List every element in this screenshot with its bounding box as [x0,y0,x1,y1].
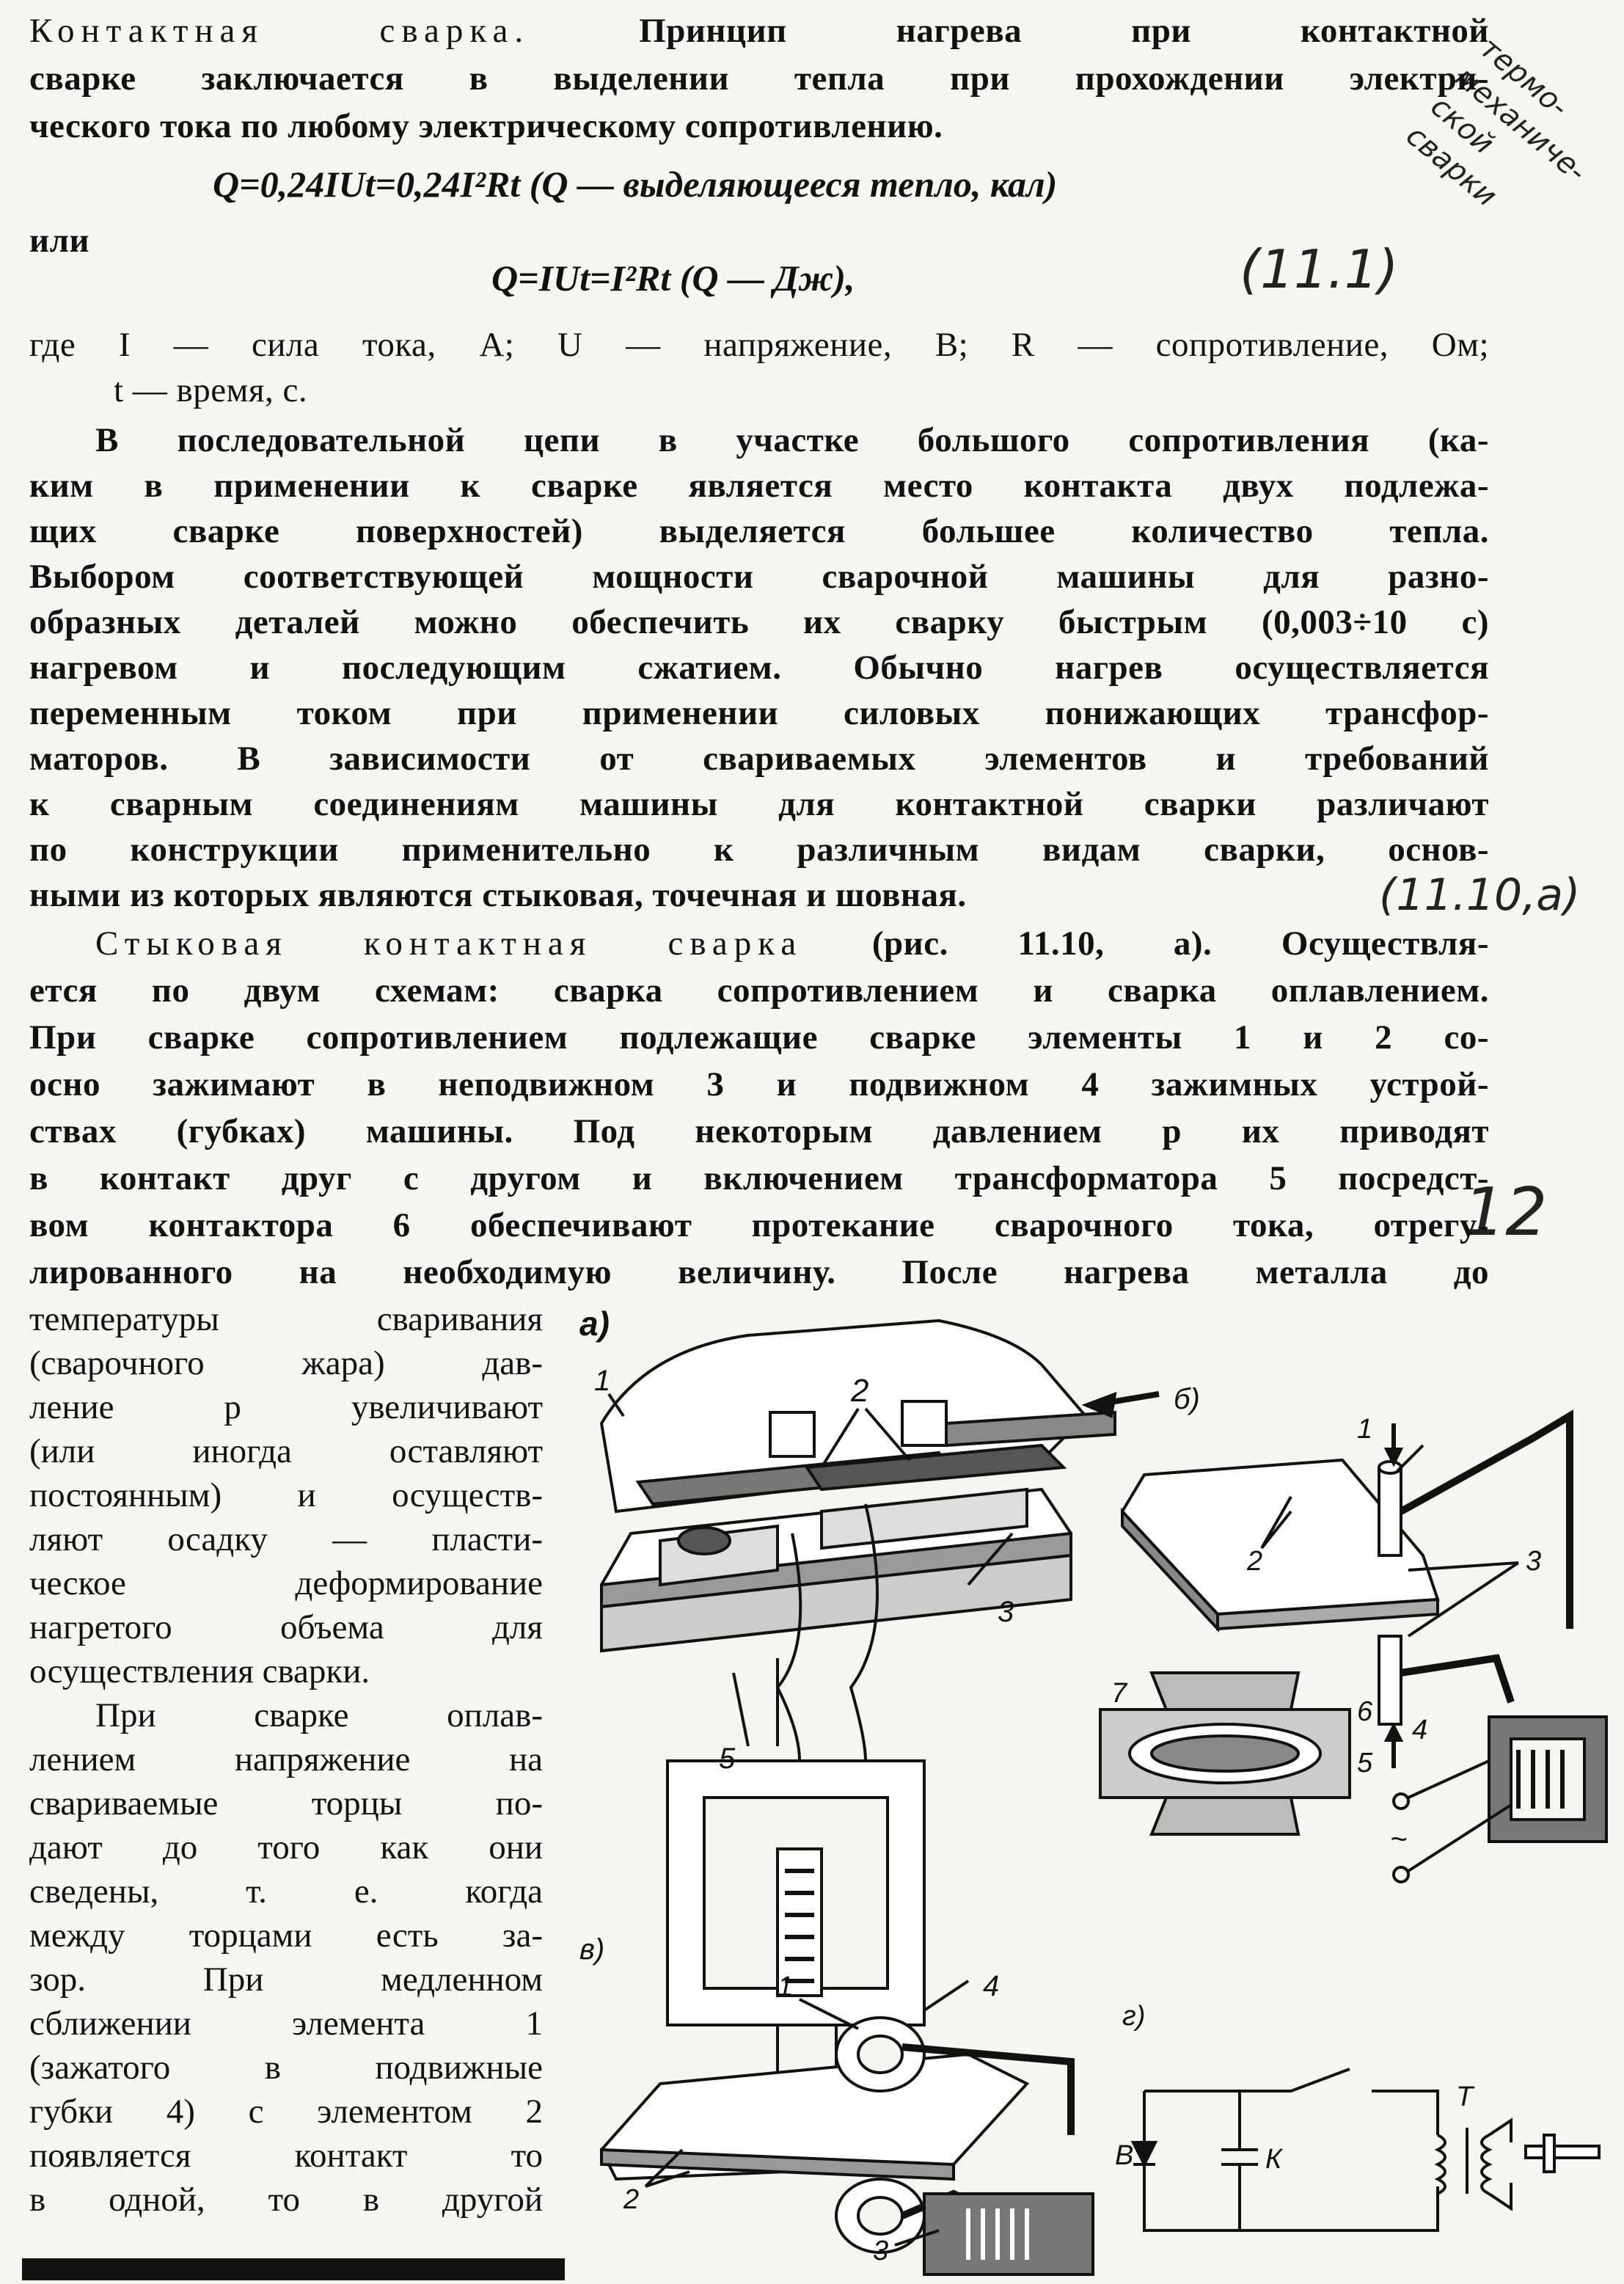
text-line: образных деталей можно обеспечить их сварку быстрым (0,003÷10 с) [29,603,1489,641]
handwritten-margin-note: термо-механиче-ской сварки [1400,31,1593,214]
label-g-B: В [1115,2140,1134,2171]
text-line: ствах (губках) машины. Под некоторым давлением p их приводят [29,1112,1489,1150]
panel-b-label: б) [1174,1383,1200,1415]
text-line: маторов. В зависимости от свариваемых элементов и требований [29,740,1489,778]
panel-v-label: в) [579,1933,605,1966]
text-line: свариваемые торцы по- [29,1784,543,1823]
welding-figure [557,1291,1624,2282]
text-line: ляют осадку — пласти- [29,1520,543,1558]
label-b-5: 5 [1357,1748,1373,1778]
text-line: к сварным соединениям машины для контактной сварки различают [29,785,1489,823]
text-line: сведены, т. е. когда [29,1872,543,1911]
text-line: ческого тока по любому электрическому сопротивлению. [29,107,943,145]
label-v-1: 1 [778,1971,794,2002]
text-line: (сварочного жара) дав- [29,1344,543,1382]
label-b-6: 6 [1357,1696,1373,1727]
formula-1: Q=0,24IUt=0,24I²Rt (Q — выделяющееся тепло, кал) [213,164,1058,205]
subsection-heading-tail: (рис. 11.10, а). Осуществля- [871,924,1489,963]
panel-a-label: а) [579,1305,610,1343]
text-line: вом контактора 6 обеспечивают протекание сварочного тока, отрегу- [29,1206,1489,1244]
text-line: лированного на необходимую величину. После нагрева металла до [29,1253,1489,1291]
label-g-K: К [1265,2144,1282,2175]
text-line: температуры сваривания [29,1300,543,1338]
label-a-5: 5 [719,1743,736,1775]
panel-a-drawing [601,1321,1159,2091]
label-b-2: 2 [1247,1546,1263,1577]
panel-g-circuit [1133,2069,1599,2230]
label-v-2: 2 [623,2184,640,2215]
panel-g-label: г) [1122,2001,1146,2032]
text-line: зор. При медленном [29,1960,543,1999]
text-line: (или иногда оставляют [29,1432,543,1470]
ac-symbol-b: ~ [1390,1823,1408,1856]
section-heading: Контактная сварка. [29,12,530,50]
text-line [95,922,1489,966]
text-line: ление p увеличивают [29,1388,543,1426]
text-line: в контакт друг с другом и включением трансформатора 5 посредст- [29,1159,1489,1197]
label-a-2: 2 [851,1373,869,1409]
panel-v-drawing [601,1999,1093,2274]
label-g-T: Т [1456,2081,1474,2112]
text-line: где I — сила тока, А; U — напряжение, В; R — сопротивление, Ом; [29,326,1489,364]
label-b-4: 4 [1412,1715,1428,1745]
label-a-3: 3 [998,1596,1014,1628]
text-line: Выбором соответствующей мощности сварочной машины для разно- [29,558,1489,596]
text-line: ными из которых являются стыковая, точечная и шовная. [29,876,967,914]
label-b-7: 7 [1111,1678,1127,1709]
text-line: постоянным) и осуществ- [29,1476,543,1514]
text-line: ким в применении к сварке является место контакта двух подлежа- [29,467,1489,505]
text-line: ется по двум схемам: сварка сопротивлением и сварка оплавлением. [29,971,1489,1010]
label-b-3: 3 [1526,1546,1542,1577]
scan-edge-bar [22,2258,565,2280]
text-line: губки 4) с элементом 2 [29,2093,543,2131]
label-a-4: 4 [983,1970,1000,2002]
text-line: осуществления сварки. [29,1652,370,1690]
text-line: ческое деформирование [29,1564,543,1602]
label-v-3: 3 [873,2236,889,2266]
handwritten-page-number: 12 [1463,1174,1548,1251]
text-line: При сварке сопротивлением подлежащие сварке элементы 1 и 2 со- [29,1018,1489,1057]
text-line: нагретого объема для [29,1608,543,1646]
heading-tail: Принцип нагрева при контактной [639,12,1489,50]
text-line: дают до того как они [29,1828,543,1867]
subsection-heading: Стыковая контактная сварка [95,924,803,963]
formula-2: Q=IUt=I²Rt (Q — Дж), [491,258,855,299]
text-line [29,9,1489,53]
text-line: в одной, то в другой [29,2181,543,2219]
label-a-1: 1 [594,1365,611,1397]
text-line: переменным током при применении силовых понижающих трансфор- [29,694,1489,732]
text-line: осно зажимают в неподвижном 3 и подвижном 4 зажимных устрой- [29,1065,1489,1103]
label-b-1: 1 [1357,1414,1373,1445]
text-line: сварке заключается в выделении тепла при прохождении электри- [29,59,1489,98]
text-line: t — время, с. [114,371,308,409]
text-line: нагревом и последующим сжатием. Обычно нагрев осуществляется [29,649,1489,687]
left-column-text [29,1297,543,2222]
text-line: сближении элемента 1 [29,2004,543,2043]
text-line: появляется контакт то [29,2137,543,2175]
handwritten-equation-ref-2: (11.10,а) [1379,869,1581,921]
text-line: по конструкции применительно к различным видам сварки, основ- [29,831,1489,869]
text-line: щих сварке поверхностей) выделяется большее количество тепла. [29,512,1489,550]
text-line: В последовательной цепи в участке большого сопротивления (ка- [95,421,1489,459]
text-line: При сварке оплав- [95,1696,543,1734]
text-line: (зажатого в подвижные [29,2048,543,2087]
text-line: лением напряжение на [29,1740,543,1778]
handwritten-equation-ref: (11.1) [1240,238,1399,300]
text-or: или [29,222,90,260]
weld-nugget-section [1100,1673,1350,1834]
text-line: между торцами есть за- [29,1916,543,1955]
